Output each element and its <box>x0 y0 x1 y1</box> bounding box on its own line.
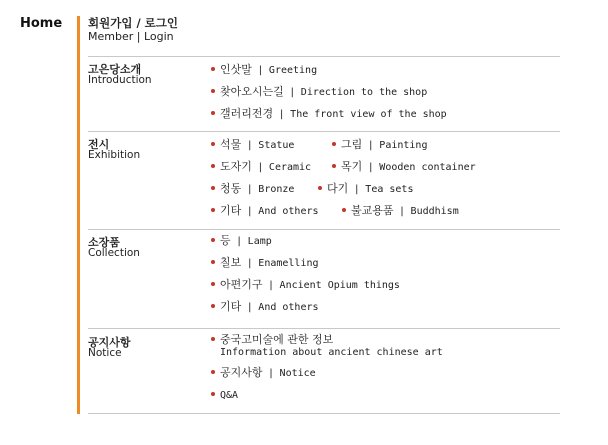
item-label-en: Enamelling <box>258 258 319 269</box>
menu-item-greeting[interactable] <box>211 64 317 77</box>
item-label-ko: 칠보 <box>220 256 242 269</box>
item-label-ko: Q&A <box>220 390 239 401</box>
item-label-ko: 찾아오시는길 <box>220 85 284 98</box>
item-label-en: Painting <box>379 140 428 151</box>
divider <box>88 229 560 230</box>
item-label-en: Buddhism <box>410 206 459 217</box>
menu-item-opium-things[interactable] <box>211 279 400 292</box>
menu-item-direction[interactable] <box>211 86 427 99</box>
item-label-ko: 다기 <box>327 182 349 195</box>
menu-item-tea-sets[interactable] <box>318 183 413 196</box>
bullet-icon <box>211 370 215 374</box>
bullet-icon <box>332 164 336 168</box>
item-separator: | <box>257 162 264 173</box>
item-separator: | <box>246 140 253 151</box>
item-label-ko: 청동 <box>220 182 242 195</box>
section-title-en: Introduction <box>88 74 152 86</box>
bullet-icon <box>211 208 215 212</box>
item-separator: | <box>278 109 285 120</box>
bullet-icon <box>211 67 215 71</box>
bullet-icon <box>211 282 215 286</box>
item-label-en: Lamp <box>247 236 272 247</box>
item-label-ko: 석물 <box>220 138 242 151</box>
member-login-ko: 회원가입 / 로그인 <box>88 16 178 30</box>
member-login-en: Member | Login <box>88 30 174 43</box>
item-label-ko: 도자기 <box>220 160 252 173</box>
item-label-en: Bronze <box>258 184 295 195</box>
bullet-icon <box>211 164 215 168</box>
section-title-ko: 전시 <box>88 138 110 151</box>
bullet-icon <box>211 304 215 308</box>
item-label-ko: 인삿말 <box>220 63 252 76</box>
home-link[interactable]: Home <box>20 16 63 31</box>
section-title-ko: 공지사항 <box>88 336 131 349</box>
item-separator: | <box>246 302 253 313</box>
item-label-en: And others <box>258 206 319 217</box>
item-label-ko: 갤러리전경 <box>220 107 274 120</box>
section-title-en: Exhibition <box>88 149 141 161</box>
menu-item-chinese-art-info[interactable] <box>211 334 443 359</box>
item-separator: | <box>268 280 275 291</box>
item-label-ko: 불교용품 <box>351 204 394 217</box>
item-label-en: The front view of the shop <box>290 109 447 120</box>
item-label-ko: 아편기구 <box>220 278 263 291</box>
section-title-en: Notice <box>88 347 122 359</box>
divider <box>88 131 560 132</box>
menu-item-buddhism[interactable] <box>342 205 459 218</box>
item-label-en: Statue <box>258 140 295 151</box>
bullet-icon <box>332 142 336 146</box>
menu-item-ceramic[interactable] <box>211 161 311 174</box>
item-separator: | <box>257 65 264 76</box>
bullet-icon <box>211 111 215 115</box>
item-label-en: Greeting <box>268 65 318 76</box>
member-login-link[interactable] <box>88 17 178 43</box>
item-label-en: Tea sets <box>365 184 414 195</box>
divider <box>88 413 560 414</box>
bullet-icon <box>211 186 215 190</box>
item-separator: | <box>367 162 374 173</box>
item-label-ko: 공지사항 <box>220 366 263 379</box>
section-title-ko: 소장품 <box>88 236 120 249</box>
bullet-icon <box>211 260 215 264</box>
menu-item-collection-others[interactable] <box>211 301 319 314</box>
bullet-icon <box>211 89 215 93</box>
bullet-icon <box>211 337 215 341</box>
menu-item-and-others[interactable] <box>211 205 319 218</box>
item-label-ko: 목기 <box>341 160 363 173</box>
section-title-introduction <box>88 64 152 86</box>
item-label-ko: 기타 <box>220 300 242 313</box>
menu-item-front-view[interactable] <box>211 108 447 121</box>
bullet-icon <box>211 392 215 396</box>
item-separator: | <box>246 206 253 217</box>
item-separator: | <box>367 140 374 151</box>
accent-bar <box>77 16 80 414</box>
divider <box>88 328 560 329</box>
item-label-en: Ancient Opium things <box>279 280 400 291</box>
menu-item-statue[interactable] <box>211 139 294 152</box>
menu-item-qna[interactable] <box>211 389 238 402</box>
item-separator: | <box>268 368 275 379</box>
menu-item-wooden-container[interactable] <box>332 161 476 174</box>
item-separator: | <box>399 206 406 217</box>
bullet-icon <box>342 208 346 212</box>
section-title-ko: 고은당소개 <box>88 63 142 76</box>
item-label-en: Information about ancient chinese art <box>220 347 443 358</box>
section-title-exhibition <box>88 139 140 161</box>
item-label-en: Ceramic <box>268 162 312 173</box>
item-label-en: Wooden container <box>379 162 476 173</box>
menu-item-enamelling[interactable] <box>211 257 319 270</box>
item-label-en: And others <box>258 302 319 313</box>
item-label-ko: 중국고미술에 관한 정보 <box>220 333 334 346</box>
item-label-en: Notice <box>279 368 316 379</box>
bullet-icon <box>211 142 215 146</box>
section-title-en: Collection <box>88 247 140 259</box>
section-title-notice <box>88 337 131 359</box>
menu-item-lamp[interactable] <box>211 235 272 248</box>
menu-item-bronze[interactable] <box>211 183 294 196</box>
item-label-ko: 등 <box>220 234 231 247</box>
item-separator: | <box>289 87 296 98</box>
menu-item-notice[interactable] <box>211 367 316 380</box>
divider <box>88 56 560 57</box>
item-label-ko: 그림 <box>341 138 363 151</box>
item-separator: | <box>353 184 360 195</box>
item-label-en: Direction to the shop <box>300 87 428 98</box>
item-separator: | <box>246 184 253 195</box>
bullet-icon <box>211 238 215 242</box>
menu-item-painting[interactable] <box>332 139 427 152</box>
bullet-icon <box>318 186 322 190</box>
item-label-ko: 기타 <box>220 204 242 217</box>
item-separator: | <box>246 258 253 269</box>
section-title-collection <box>88 237 140 259</box>
item-separator: | <box>236 236 243 247</box>
